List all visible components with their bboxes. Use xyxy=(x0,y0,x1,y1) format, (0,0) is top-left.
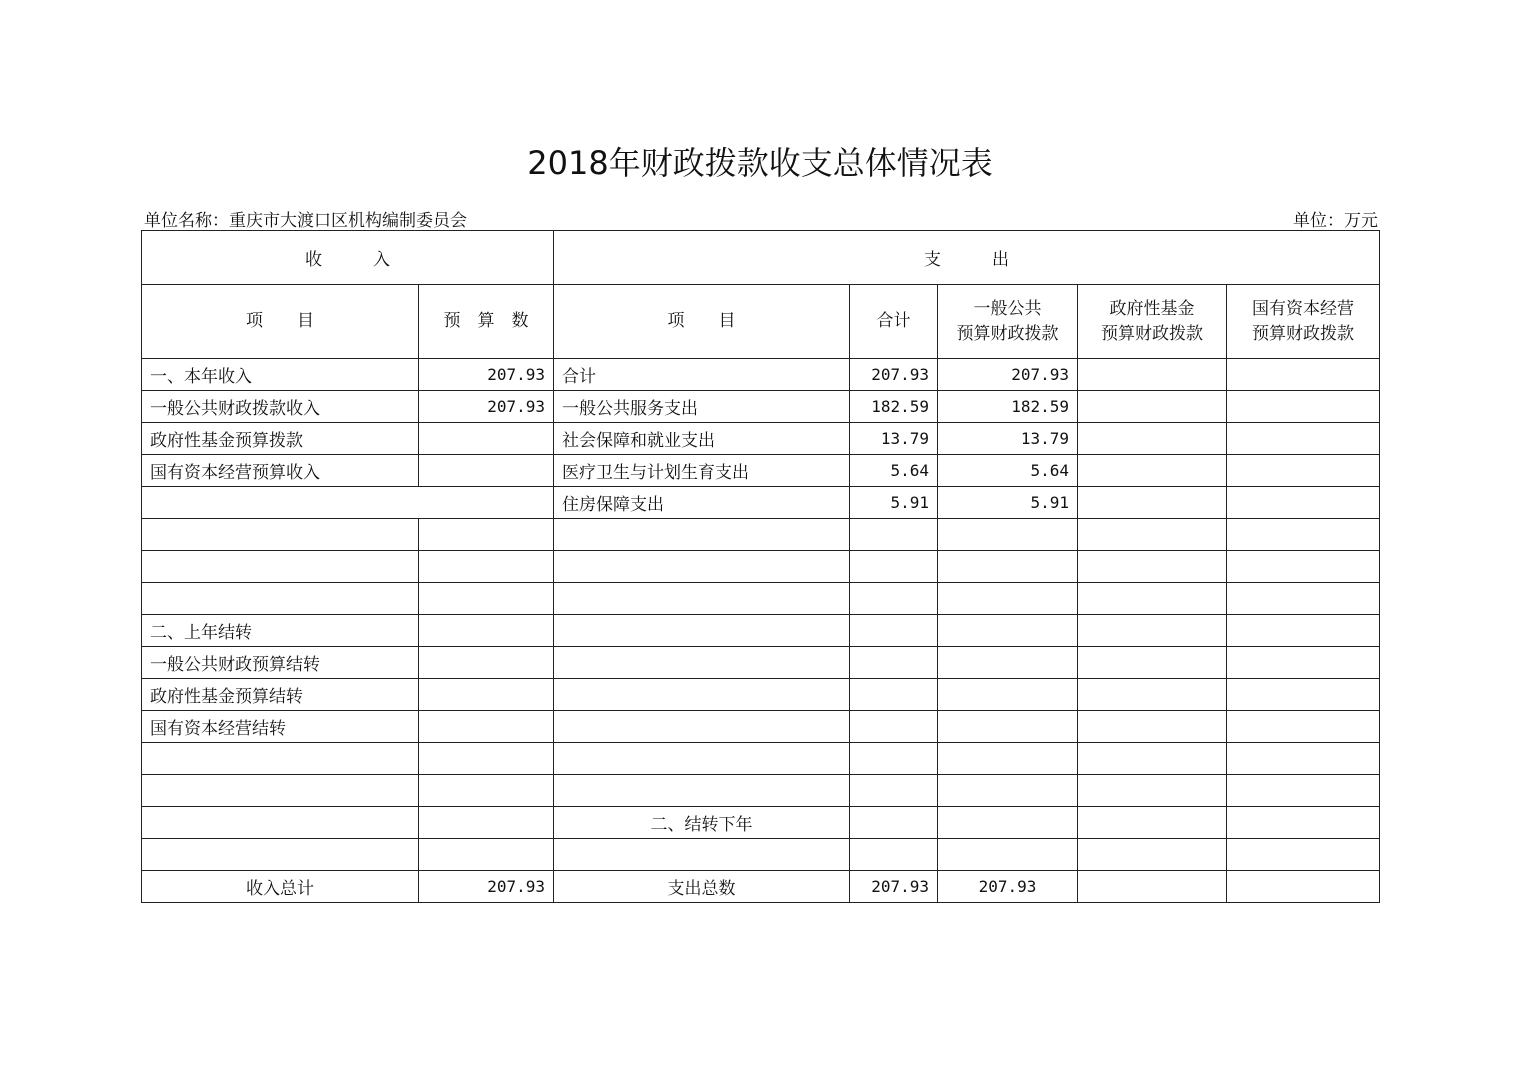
income-item-header: 项 目 xyxy=(142,285,419,359)
total-cell xyxy=(850,775,938,807)
expense-item-cell: 社会保障和就业支出 xyxy=(554,423,850,455)
income-budget-cell xyxy=(419,679,554,711)
total-cell xyxy=(850,679,938,711)
gov-fund-cell xyxy=(1078,711,1227,743)
table-row xyxy=(142,423,1380,455)
table-row xyxy=(142,807,1380,839)
gov-fund-cell xyxy=(1078,391,1227,423)
total-cell: 5.64 xyxy=(850,455,938,487)
table-row xyxy=(142,519,1380,551)
income-total-label: 收入总计 xyxy=(142,871,419,903)
gov-fund-cell xyxy=(1078,615,1227,647)
expense-item-cell: 一般公共服务支出 xyxy=(554,391,850,423)
table-row xyxy=(142,679,1380,711)
income-budget-cell xyxy=(419,583,554,615)
header-row-columns xyxy=(142,285,1380,359)
income-budget-cell xyxy=(419,455,554,487)
state-capital-header xyxy=(1227,285,1380,359)
gov-fund-cell xyxy=(1078,583,1227,615)
general-budget-cell xyxy=(938,775,1078,807)
gov-fund-cell xyxy=(1078,679,1227,711)
expense-item-cell xyxy=(554,551,850,583)
expense-item-cell xyxy=(554,839,850,871)
income-budget-cell xyxy=(419,711,554,743)
total-cell xyxy=(850,519,938,551)
state-capital-cell xyxy=(1227,743,1380,775)
general-budget-cell: 13.79 xyxy=(938,423,1078,455)
general-total-value: 207.93 xyxy=(938,871,1078,903)
state-capital-cell xyxy=(1227,679,1380,711)
unit-name: 单位名称：重庆市大渡口区机构编制委员会 xyxy=(144,211,467,231)
state-capital-cell xyxy=(1227,551,1380,583)
gov-fund-header-line2: 预算财政拨款 xyxy=(1101,323,1203,344)
income-budget-cell xyxy=(419,743,554,775)
income-budget-cell xyxy=(419,615,554,647)
state-capital-cell xyxy=(1227,615,1380,647)
budget-table xyxy=(141,230,1380,903)
expense-item-cell xyxy=(554,711,850,743)
income-item-cell xyxy=(142,775,419,807)
expense-item-cell xyxy=(554,519,850,551)
total-cell: 13.79 xyxy=(850,423,938,455)
gov-fund-cell xyxy=(1078,359,1227,391)
income-budget-cell xyxy=(419,839,554,871)
gov-fund-cell xyxy=(1078,807,1227,839)
table-row xyxy=(142,551,1380,583)
gov-fund-cell xyxy=(1078,423,1227,455)
income-section-header: 收 入 xyxy=(142,231,554,285)
table-row xyxy=(142,839,1380,871)
general-budget-cell: 207.93 xyxy=(938,359,1078,391)
general-budget-header xyxy=(938,285,1078,359)
gov-fund-cell xyxy=(1078,743,1227,775)
total-cell: 207.93 xyxy=(850,359,938,391)
income-item-cell: 政府性基金预算结转 xyxy=(142,679,419,711)
income-item-cell xyxy=(142,487,554,519)
income-budget-cell: 207.93 xyxy=(419,359,554,391)
gov-fund-cell xyxy=(1078,551,1227,583)
general-budget-cell xyxy=(938,583,1078,615)
state-capital-header-line2: 预算财政拨款 xyxy=(1252,323,1355,344)
income-item-cell xyxy=(142,551,419,583)
income-budget-cell xyxy=(419,519,554,551)
total-cell xyxy=(850,583,938,615)
income-total-value: 207.93 xyxy=(419,871,554,903)
income-item-cell: 国有资本经营预算收入 xyxy=(142,455,419,487)
expense-section-header: 支 出 xyxy=(554,231,1380,285)
state-capital-cell xyxy=(1227,711,1380,743)
gov-fund-cell xyxy=(1078,775,1227,807)
expense-item-cell: 合计 xyxy=(554,359,850,391)
gov-fund-header xyxy=(1078,285,1227,359)
income-item-cell xyxy=(142,519,419,551)
state-capital-cell xyxy=(1227,455,1380,487)
income-budget-cell xyxy=(419,551,554,583)
total-cell: 5.91 xyxy=(850,487,938,519)
total-cell xyxy=(850,551,938,583)
general-budget-cell xyxy=(938,711,1078,743)
page-title: 2018年财政拨款收支总体情况表 xyxy=(527,144,993,182)
table-row xyxy=(142,391,1380,423)
income-item-cell xyxy=(142,743,419,775)
general-budget-cell: 5.91 xyxy=(938,487,1078,519)
total-cell xyxy=(850,743,938,775)
general-budget-cell xyxy=(938,551,1078,583)
income-budget-cell: 207.93 xyxy=(419,391,554,423)
general-budget-cell xyxy=(938,807,1078,839)
state-capital-cell xyxy=(1227,519,1380,551)
income-budget-cell xyxy=(419,775,554,807)
expense-item-cell: 医疗卫生与计划生育支出 xyxy=(554,455,850,487)
general-budget-cell xyxy=(938,615,1078,647)
total-cell: 182.59 xyxy=(850,391,938,423)
income-item-cell xyxy=(142,807,419,839)
gov-fund-cell xyxy=(1078,519,1227,551)
income-item-cell: 二、上年结转 xyxy=(142,615,419,647)
state-capital-cell xyxy=(1227,423,1380,455)
total-cell xyxy=(850,647,938,679)
income-budget-cell xyxy=(419,423,554,455)
table-row xyxy=(142,487,1380,519)
income-item-cell: 一、本年收入 xyxy=(142,359,419,391)
table-row xyxy=(142,743,1380,775)
table-row xyxy=(142,583,1380,615)
income-item-cell: 国有资本经营结转 xyxy=(142,711,419,743)
total-cell xyxy=(850,839,938,871)
gov-fund-cell xyxy=(1078,839,1227,871)
income-budget-cell xyxy=(419,647,554,679)
expense-item-header: 项 目 xyxy=(554,285,850,359)
state-capital-total-value xyxy=(1227,871,1380,903)
table-row xyxy=(142,647,1380,679)
state-capital-cell xyxy=(1227,807,1380,839)
header-row-sections xyxy=(142,231,1380,285)
gov-fund-cell xyxy=(1078,647,1227,679)
expense-item-cell xyxy=(554,583,850,615)
state-capital-cell xyxy=(1227,359,1380,391)
general-budget-cell xyxy=(938,519,1078,551)
income-item-cell: 政府性基金预算拨款 xyxy=(142,423,419,455)
total-cell xyxy=(850,807,938,839)
state-capital-header-line1: 国有资本经营 xyxy=(1252,298,1355,319)
general-header-line1: 一般公共 xyxy=(973,298,1042,319)
gov-fund-total-value xyxy=(1078,871,1227,903)
income-budget-header: 预 算 数 xyxy=(419,285,554,359)
income-budget-cell xyxy=(419,807,554,839)
expense-item-cell xyxy=(554,743,850,775)
expense-item-cell: 住房保障支出 xyxy=(554,487,850,519)
total-cell xyxy=(850,615,938,647)
general-budget-cell: 182.59 xyxy=(938,391,1078,423)
gov-fund-cell xyxy=(1078,455,1227,487)
income-item-cell xyxy=(142,583,419,615)
table-row xyxy=(142,615,1380,647)
expense-item-cell xyxy=(554,615,850,647)
general-budget-cell: 5.64 xyxy=(938,455,1078,487)
unit-measure: 单位：万元 xyxy=(1293,211,1378,231)
expense-total-label: 支出总数 xyxy=(554,871,850,903)
income-item-cell xyxy=(142,839,419,871)
state-capital-cell xyxy=(1227,391,1380,423)
income-item-cell: 一般公共财政拨款收入 xyxy=(142,391,419,423)
gov-fund-header-line1: 政府性基金 xyxy=(1109,298,1195,319)
general-budget-cell xyxy=(938,647,1078,679)
table-row xyxy=(142,711,1380,743)
table-row xyxy=(142,359,1380,391)
total-cell xyxy=(850,711,938,743)
table-row xyxy=(142,455,1380,487)
general-budget-cell xyxy=(938,743,1078,775)
state-capital-cell xyxy=(1227,583,1380,615)
state-capital-cell xyxy=(1227,647,1380,679)
state-capital-cell xyxy=(1227,487,1380,519)
expense-item-cell xyxy=(554,679,850,711)
income-item-cell: 一般公共财政预算结转 xyxy=(142,647,419,679)
expense-item-cell: 二、结转下年 xyxy=(554,807,850,839)
state-capital-cell xyxy=(1227,775,1380,807)
general-header-line2: 预算财政拨款 xyxy=(956,323,1059,344)
table-row xyxy=(142,775,1380,807)
expense-total-value: 207.93 xyxy=(850,871,938,903)
general-budget-cell xyxy=(938,839,1078,871)
total-header: 合计 xyxy=(850,285,938,359)
gov-fund-cell xyxy=(1078,487,1227,519)
expense-item-cell xyxy=(554,775,850,807)
expense-item-cell xyxy=(554,647,850,679)
totals-row xyxy=(142,871,1380,903)
state-capital-cell xyxy=(1227,839,1380,871)
general-budget-cell xyxy=(938,679,1078,711)
